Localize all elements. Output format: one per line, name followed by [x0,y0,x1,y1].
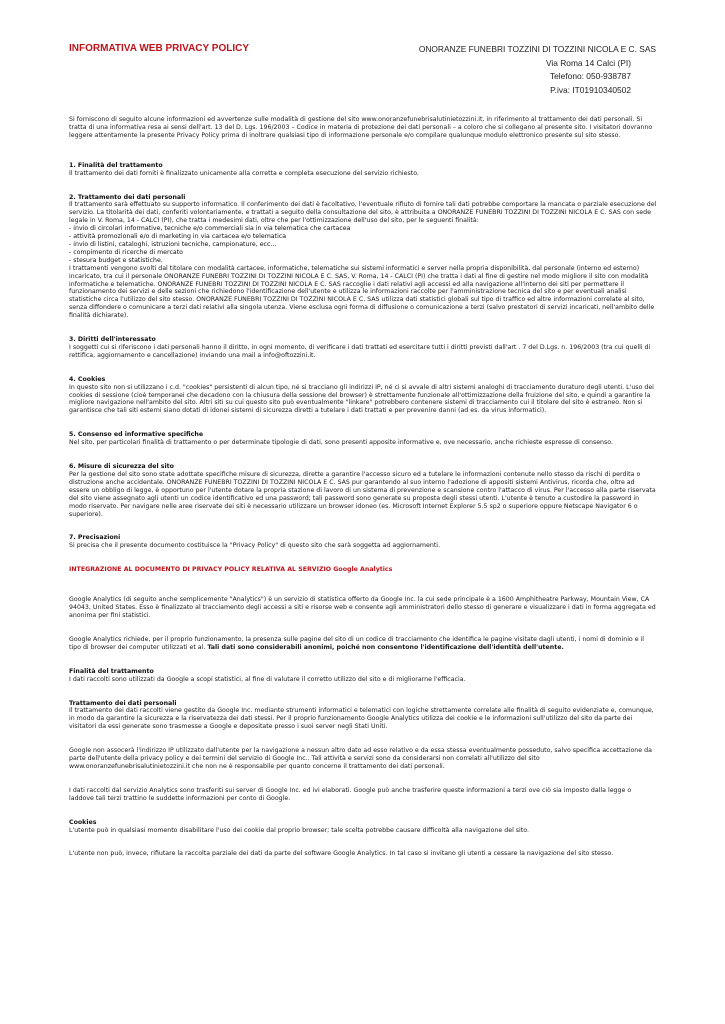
list-item: - invio di listini, cataloghi, istruzioni tecniche, campionature, ecc… [69,240,277,248]
section-3-heading: 3. Diritti dell'interessato [69,336,156,344]
section-2-text-2: I trattamenti vengono svolti dal titolare con modalità cartacee, informatiche, telematiche sui sistemi informatici e server nella propria disponibilità, dal personale (interno ed esterno) incaricato, tra cui il personale ONORANZE FUNEBRI TOZZINI DI TOZZINI NICOLA E C. SAS, V. Roma, 14 - CALCI (PI) che tratta i dati al fine di gestire nel modo migliore il sito con modalità informatiche e telematiche. ONORANZE FUNEBRI TOZZINI DI TOZZINI NICOLA E C. SAS raccoglie i dati relativi agli accessi ed alla navigazione all'interno dei siti per permettere il funzionamento dei servizi e delle sezioni che richiedono l'identificazione dell'utente e utilizza le informazioni raccolte per l'amministrazione tecnica del sito e per eventuali analisi statistiche circa l'utilizzo del sito stesso. ONORANZE FUNEBRI TOZZINI DI TOZZINI NICOLA E C. SAS utilizza dati statistici globali sul tipo di traffico ed altre informazioni correlate al sito, senza diffondere o comunicare a terzi dati relativi alla singola utenza. Viene esclusa ogni forma di diffusione o comunicazione a terzi (salvo prestatori di servizi incaricati, nell'ambito delle finalità dichiarate). [69,264,655,320]
document-body [69,116,657,858]
anonymity-statement-end: . [561,643,564,651]
list-item: - invio di circolari informative, tecniche e/o commerciali sia in via telematica che cartacea [69,225,351,233]
company-vat: P.iva: IT01910340502 [550,84,631,95]
analytics-final-paragraph: L'utente non può, invece, rifiutare la raccolta parziale dei dati da parte del software Google Analytics. In tal caso si invitano gli utenti a cessare la navigazione del sito stesso. [69,850,614,858]
purposes-list [69,225,657,265]
section-7-heading: 7. Precisazioni [69,534,121,542]
section-5-text: Nel sito, per particolari finalità di trattamento o per determinate tipologie di dati, sono presenti apposite informative e, ove necessario, anche richieste espresse di consenso. [69,439,613,447]
section-2-text: Il trattamento sarà effettuato su supporto informatico. Il conferimento dei dati è facoltativo, l'eventuale rifiuto di fornire tali dati potrebbe comportare la mancata o parziale esecuzione del servizio. La titolarità dei dati, conferiti volontariamente, e trattati a seguito della consultazione del sito, è attribuita a ONORANZE FUNEBRI TOZZINI DI TOZZINI NICOLA E C. SAS con sede legale in V. Roma, 14 - CALCI (PI), che tratta i medesimi dati, oltre che per l'ottimizzazione dell'uso del sito, per le seguenti finalità: [69,201,657,225]
analytics-cookies-text: L'utente può in qualsiasi momento disabilitare l'uso dei cookie dal proprio browser; tale scelta potrebbe causare difficoltà alla navigazione del sito. [69,826,529,834]
analytics-paragraph-1: Google Analytics (di seguito anche semplicemente "Analytics") è un servizio di statistica offerto da Google Inc. la cui sede principale è a 1600 Amphitheatre Parkway, Mountain View, CA 94043, United States. Esso è finalizzato al tracciamento degli accessi a siti e risorse web e consente agli amministratori dello stesso di generare e visualizzare i dati in forma aggregata ed anonima per fini statistici. [69,596,656,619]
company-name: ONORANZE FUNEBRI TOZZINI DI TOZZINI NICOLA E C. SAS [418,44,656,54]
section-3-text: I soggetti cui si riferiscono i dati personali hanno il diritto, in ogni momento, di verificare i dati trattati ed esercitare tutti i diritti previsti dall'art . 7 del D.Lgs. n. 196/2003 (tra cui quelli di rettifica, aggiornamento e cancellazione) inviando una mail a info@oftozzini.it. [69,343,651,359]
list-item: - compimento di ricerche di mercato [69,248,183,256]
analytics-processing-text: Il trattamento dei dati raccolti viene gestito da Google Inc. mediante strumenti informatici e telematici con logiche strettamente correlate alle finalità di seguito evidenziate e, comunque, in modo da garantire la sicurezza e la riservatezza dei dati stessi. Per il proprio funzionamento Google Analytics utilizza dei cookie e le informazioni sull'utilizzo del sito da parte dei visitatori da essi generate sono trasmesse a Google e depositate presso i suoi server negli Stati Uniti. [69,707,654,731]
analytics-ip-paragraph: Google non assocerà l'indirizzo IP utilizzato dall'utente per la navigazione a nessun altro dato ad esso relativo e da essa stessa eventualmente posseduto, salvo specifica accettazione da parte dell'utente della privacy policy e dei termini del servizio di Google Inc.. Tali attività e servizi sono da considerarsi non correlati all'utilizzo del sito www.onoranzefunebrisalutinietozzini.it che non ne è responsabile per quanto concerne il trattamento dei dati personali. [69,747,652,770]
section-4-text: In questo sito non si utilizzano i c.d. "cookies" persistenti di alcun tipo, né si tracciano gli indirizzi IP, né ci si avvale di altri sistemi analoghi di tracciamento duraturo degli utenti. L'uso dei cookies di sessione (cioè temporanei che decadono con la chiusura della sessione del browser) è strettamente funzionale all'ottimizzazione della fruizione del sito, e quindi a garantire la migliore navigazione nell'ambito del sito. Altri siti su cui questo sito può eventualmente "linkare" potrebbero contenere sistemi di tracciamento cui il titolare del sito è estraneo. Non si garantisce che tali siti esterni siano dotati di idonei sistemi di sicurezza diretti a tutelare i dati trattati e per prevenire danni (ad es. da virus informatici). [69,383,654,415]
section-6-heading: 6. Misure di sicurezza del sito [69,463,174,471]
analytics-cookies-heading: Cookies [69,818,97,826]
section-1-text: Il trattamento dei dati forniti è finalizzato unicamente alla corretta e completa esecuzione del servizio richiesto. [69,169,419,177]
section-4-heading: 4. Cookies [69,375,106,383]
section-5-heading: 5. Consenso ed informative specifiche [69,431,204,439]
analytics-heading: INTEGRAZIONE AL DOCUMENTO DI PRIVACY POLICY RELATIVA AL SERVIZIO Google Analytics [69,566,393,574]
list-item: - attività promozionali e/o di marketing in via cartacea e/o telematica [69,233,287,241]
section-1-heading: 1. Finalità del trattamento [69,161,163,169]
analytics-paragraph-2-text: Google Analytics richiede, per il proprio funzionamento, la presenza sulle pagine del sito di un codice di tracciamento che identifica le pagine visitate dagli utenti, i nomi di dominio e il tipo di browser dei computer utilizzati et al. [69,635,645,651]
analytics-paragraph-2 [69,636,657,652]
company-block [419,43,656,97]
list-item: - stesura budget e statistiche. [69,256,163,264]
company-address: Via Roma 14 Calci (PI) [545,57,631,68]
section-2-heading: 2. Trattamento dei dati personali [69,193,186,201]
analytics-purpose-text: I dati raccolti sono utilizzati da Google a scopi statistici, al fine di valutare il corretto utilizzo del sito e di migliorarne l'efficacia. [69,675,466,683]
analytics-purpose-heading: Finalità del trattamento [69,667,154,675]
section-7-text: Si precisa che il presente documento costituisce la "Privacy Policy" di questo sito che sarà soggetta ad aggiornamenti. [69,542,441,550]
anonymity-statement: Tali dati sono considerabili anonimi, poiché non consentono l'identificazione dell'identità dell'utente [207,643,562,651]
analytics-servers-paragraph: I dati raccolti dal servizio Analytics sono trasferiti sui server di Google Inc. ed ivi elaborati. Google può anche trasferire queste informazioni a terzi ove ciò sia imposto dalla legge o laddove tali terzi trattino le suddette informazioni per conto di Google. [69,786,632,802]
intro-paragraph: Si forniscono di seguito alcune informazioni ed avvertenze sulle modalità di gestione del sito www.onoranzefunebrisalutinietozzini.it, in riferimento al trattamento dei dati personali. Si tratta di una informativa resa ai sensi dell'art. 13 del D. Lgs. 196/2003 – Codice in materia di protezione dei dati personali – a coloro che si collegano al presente sito. I visitatori dovranno leggere attentamente la presente Privacy Policy prima di inoltrare qualsiasi tipo di informazione personale e/o compilare qualunque modulo elettronico presente sul sito stesso. [69,116,653,139]
section-6-text: Per la gestione del sito sono state adottate specifiche misure di sicurezza, dirette a garantire l'accesso sicuro ed a tutelare le informazioni contenute nello stesso da rischi di perdita o distruzione anche accidentale. ONORANZE FUNEBRI TOZZINI DI TOZZINI NICOLA E C. SAS pur garantendo al suo interno l'adozione di appositi sistemi Antivirus, ricorda che, oltre ad essere un obbligo di legge, è opportuno per l'utente dotare la propria stazione di lavoro di un sistema di prevenzione e scansione contro l'attacco di virus. Per l'accesso alla parte riservata del sito viene assegnato agli utenti un codice identificativo ed una password; tali password sono generate su proposta degli stessi utenti. L'utente è tenuto a custodire la password in modo riservato. Per navigare nelle aree riservate dei siti è necessario utilizzare un browser idoneo (es. Microsoft Internet Explorer 5.5 sp2 o superiore oppure Netscape Navigator 6 o superiore). [69,471,656,518]
document-title: INFORMATIVA WEB PRIVACY POLICY [69,43,250,54]
company-phone: Telefono: 050-938787 [549,71,631,82]
analytics-processing-heading: Trattamento dei dati personali [69,699,177,707]
